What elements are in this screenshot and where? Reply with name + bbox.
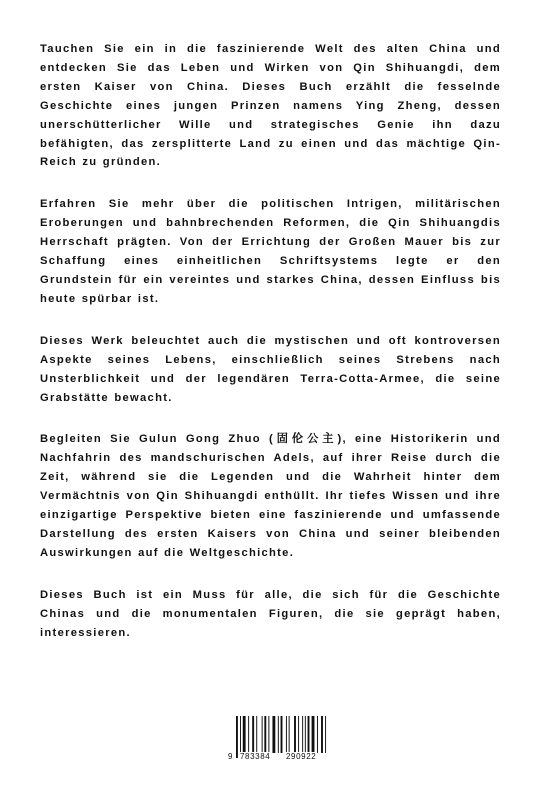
paragraph-author: Begleiten Sie Gulun Gong Zhuo (固伦公主), eine Historikerin und Nachfahrin des mandschurischen Adels, auf ihrer Reise durch die Zeit, während sie die Legenden und die Wahrheit hinter dem Vermächtnis von Qin Shihuangdi enthüllt. Ihr tiefes Wissen und ihre einzigartige Perspektive bieten eine faszinierende und umfassende Darstellung des ersten Kaisers von China und seiner bleibenden Auswirkungen auf die Weltgeschichte. xyxy=(40,433,501,559)
barcode-bar xyxy=(262,716,263,753)
barcode-bar xyxy=(264,716,266,753)
barcode-bar xyxy=(268,716,269,753)
barcode-bar xyxy=(248,716,249,753)
isbn-barcode xyxy=(230,716,330,762)
barcode-bar xyxy=(281,716,283,753)
barcode-bar xyxy=(272,716,275,753)
barcode-bar xyxy=(278,716,279,753)
paragraph-closing: Dieses Buch ist ein Muss für alle, die sich für die Geschichte Chinas und die monumentalen Figuren, die sie geprägt haben, interessieren. xyxy=(40,588,501,639)
barcode-bar xyxy=(305,716,306,753)
barcode-bar xyxy=(312,716,315,753)
barcode-bar xyxy=(321,716,323,753)
barcode-bar xyxy=(317,716,318,753)
barcode-bar xyxy=(286,716,287,753)
barcode-bar xyxy=(243,716,246,753)
barcode-lead-digit: 9 xyxy=(228,752,234,761)
barcode-right-digits: 290922 xyxy=(286,752,317,761)
barcode-bar xyxy=(289,716,290,753)
barcode-bar xyxy=(252,716,254,753)
barcode-bar xyxy=(294,716,296,753)
barcode-left-digits: 783384 xyxy=(240,752,271,761)
back-cover-text xyxy=(40,40,501,665)
paragraph-mystical: Dieses Werk beleuchtet auch die mystischen und oft kontroversen Aspekte seines Lebens, einschließlich seines Strebens nach Unsterblichkeit und der legendären Terra-Cotta-Armee, die seine Grabstätte bewacht. xyxy=(40,334,501,404)
paragraph-intro: Tauchen Sie ein in die faszinierende Welt des alten China und entdecken Sie das Leben und Wirken von Qin Shihuangdi, dem ersten Kaiser von China. Dieses Buch erzählt die fesselnde Geschichte eines jungen Prinzen namens Ying Zheng, dessen unerschütterlicher Wille und strategisches Genie ihn dazu befähigten, das zersplitterte Land zu einen und das mächtige Qin-Reich zu gründen. xyxy=(40,43,501,169)
barcode-bar xyxy=(236,716,238,758)
barcode-bar xyxy=(325,716,326,753)
barcode-bar xyxy=(308,716,310,753)
barcode-bar xyxy=(256,716,257,753)
paragraph-reforms: Erfahren Sie mehr über die politischen Intrigen, militärischen Eroberungen und bahnbrechenden Reformen, die Qin Shihuangdis Herrschaft prägten. Von der Errichtung der Großen Mauer bis zur Schaffung eines einheitlichen Schriftsystems legte er den Grundstein für ein vereintes und starkes China, dessen Einfluss bis heute spürbar ist. xyxy=(40,198,501,305)
